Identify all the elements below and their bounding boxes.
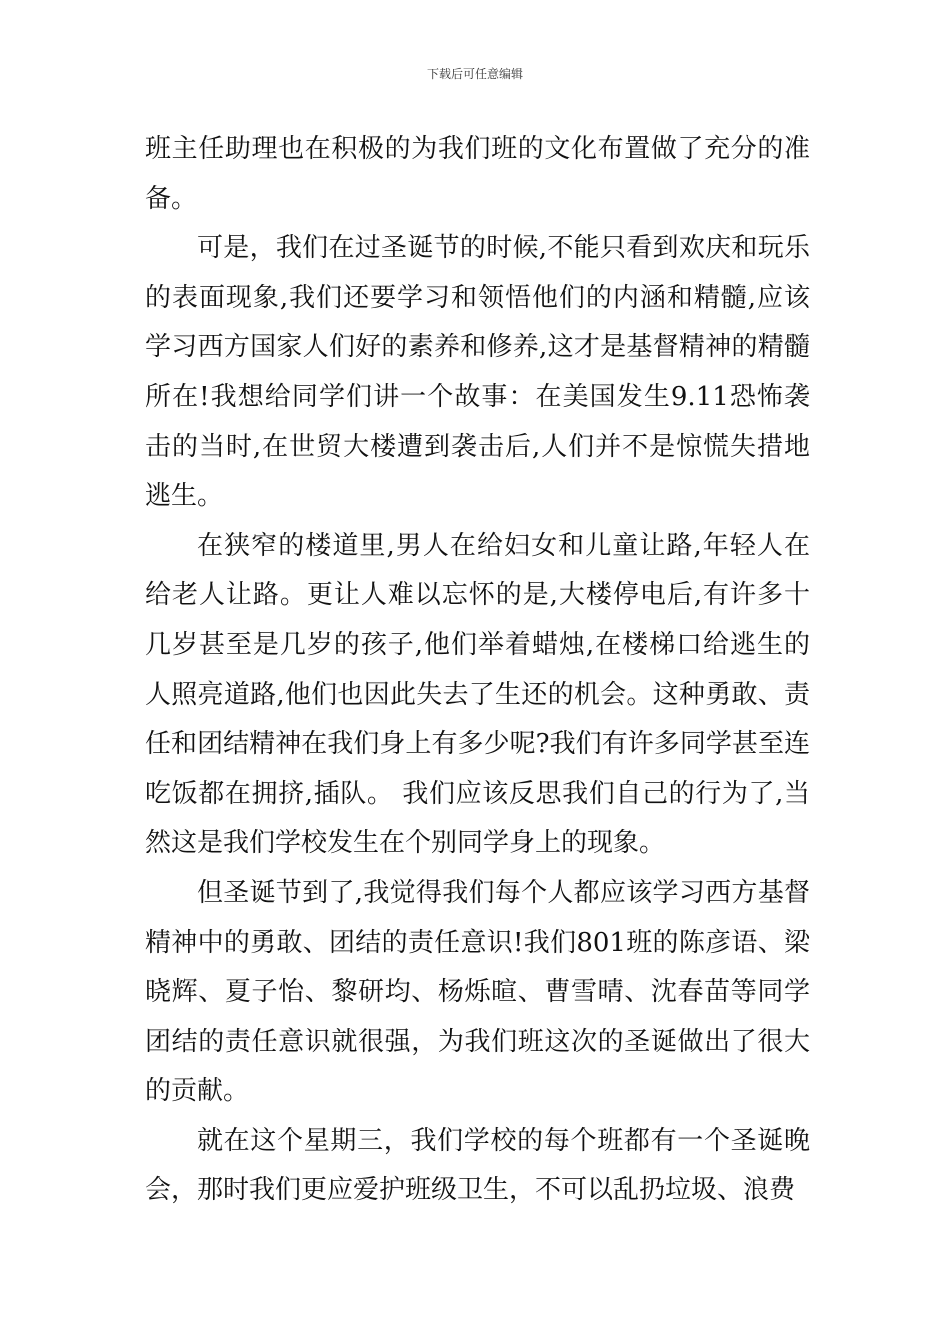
paragraph-3: 在狭窄的楼道里,男人在给妇女和儿童让路,年轻人在给老人让路。更让人难以忘怀的是,大楼停电后,有许多十几岁甚至是几岁的孩子,他们举着蜡烛,在楼梯口给逃生的人照亮道路,他们也因此失去了生还的机会。这种勇敢、责任和团结精神在我们身上有多少呢?我们有许多同学甚至连吃饭都在拥挤,插队。 我们应该反思我们自己的行为了,当然这是我们学校发生在个别同学身上的现象。 xyxy=(145,530,810,859)
page-header: 下载后可任意编辑 xyxy=(426,67,523,81)
paragraph-4: 但圣诞节到了,我觉得我们每个人都应该学习西方基督精神中的勇敢、团结的责任意识!我们801班的陈彦语、梁晓辉、夏子怡、黎研均、杨烁暄、曹雪晴、沈春苗等同学团结的责任意识就很强，为我们班这次的圣诞做出了很大的贡献。 xyxy=(145,877,810,1107)
paragraph-5: 就在这个星期三，我们学校的每个班都有一个圣诞晚会，那时我们更应爱护班级卫生，不可以乱扔垃圾、浪费 xyxy=(145,1125,810,1206)
document-body xyxy=(145,125,810,1216)
paragraph-2: 可是，我们在过圣诞节的时候,不能只看到欢庆和玩乐的表面现象,我们还要学习和领悟他们的内涵和精髓,应该学习西方国家人们好的素养和修养,这才是基督精神的精髓所在!我想给同学们讲一个故事：在美国发生9.11恐怖袭击的当时,在世贸大楼遭到袭击后,人们并不是惊慌失措地逃生。 xyxy=(145,233,810,512)
paragraph-1: 班主任助理也在积极的为我们班的文化布置做了充分的准备。 xyxy=(145,134,810,214)
